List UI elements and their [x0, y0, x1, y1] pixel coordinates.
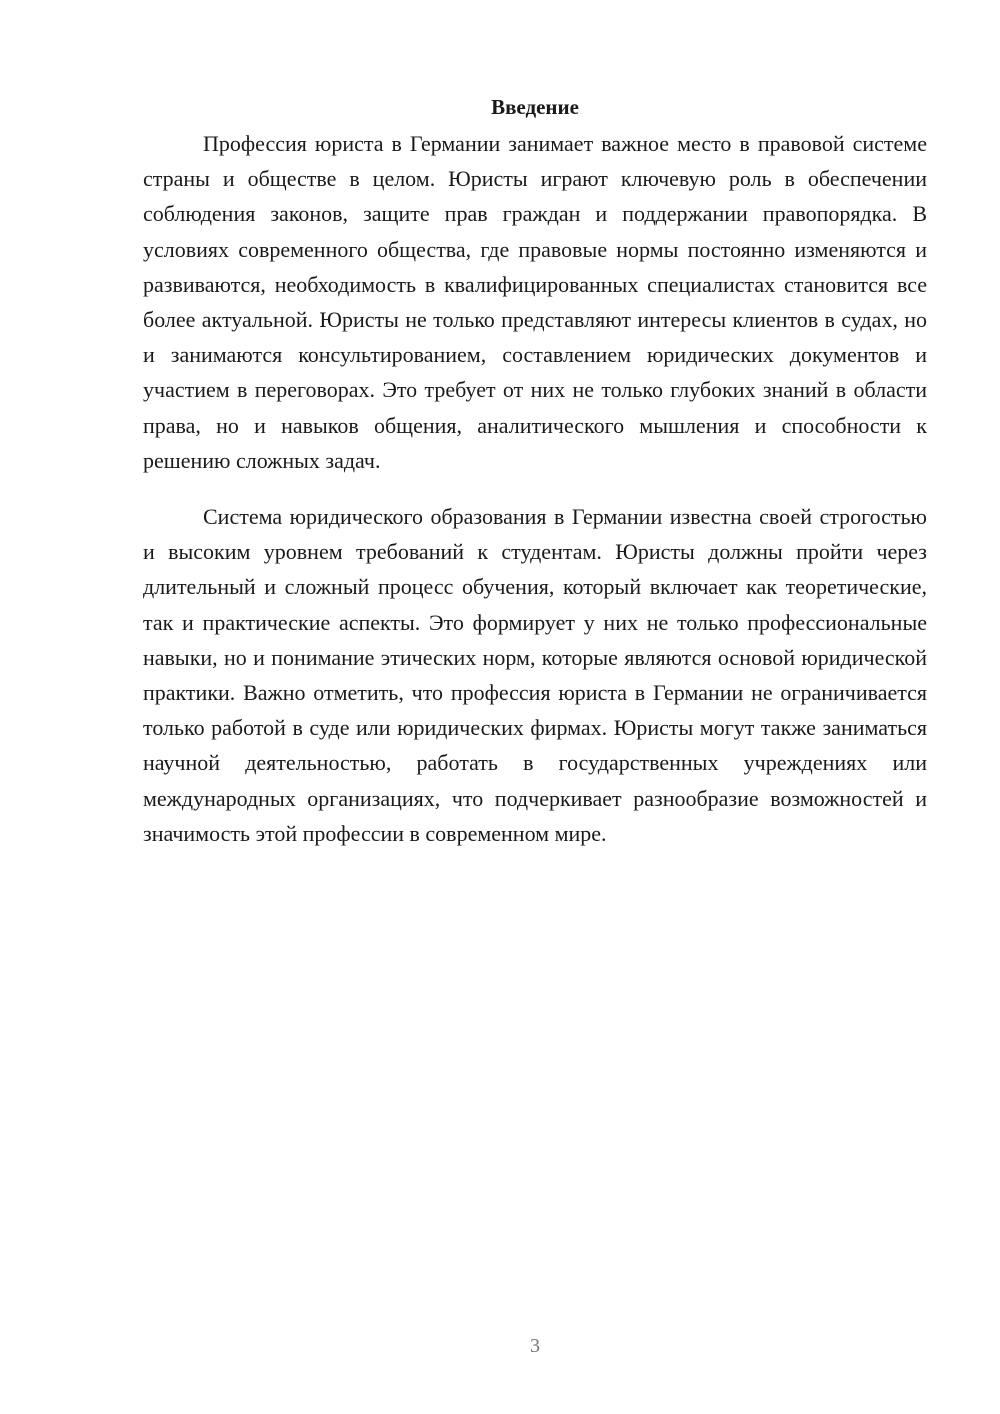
page-content — [143, 92, 927, 851]
paragraph-2: Система юридического образования в Германии известна своей строгостью и высоким уровнем требований к студентам. Юристы должны пройти через длительный и сложный процесс обучения, который включает как теоретические, так и практические аспекты. Это формирует у них не только профессиональные навыки, но и понимание этических норм, которые являются основой юридической практики. Важно отметить, что профессия юриста в Германии не ограничивается только работой в суде или юридических фирмах. Юристы могут также заниматься научной деятельностью, работать в государственных учреждениях или международных организациях, что подчеркивает разнообразие возможностей и значимость этой профессии в современном мире. — [143, 504, 927, 846]
page-number: 3 — [530, 1335, 540, 1357]
section-title: Введение — [491, 95, 579, 119]
paragraph-1: Профессия юриста в Германии занимает важное место в правовой системе страны и обществе в целом. Юристы играют ключевую роль в обеспечении соблюдения законов, защите прав граждан и поддержании правопорядка. В условиях современного общества, где правовые нормы постоянно изменяются и развиваются, необходимость в квалифицированных специалистах становится все более актуальной. Юристы не только представляют интересы клиентов в судах, но и занимаются консультированием, составлением юридических документов и участием в переговорах. Это требует от них не только глубоких знаний в области права, но и навыков общения, аналитического мышления и способности к решению сложных задач. — [143, 131, 927, 473]
